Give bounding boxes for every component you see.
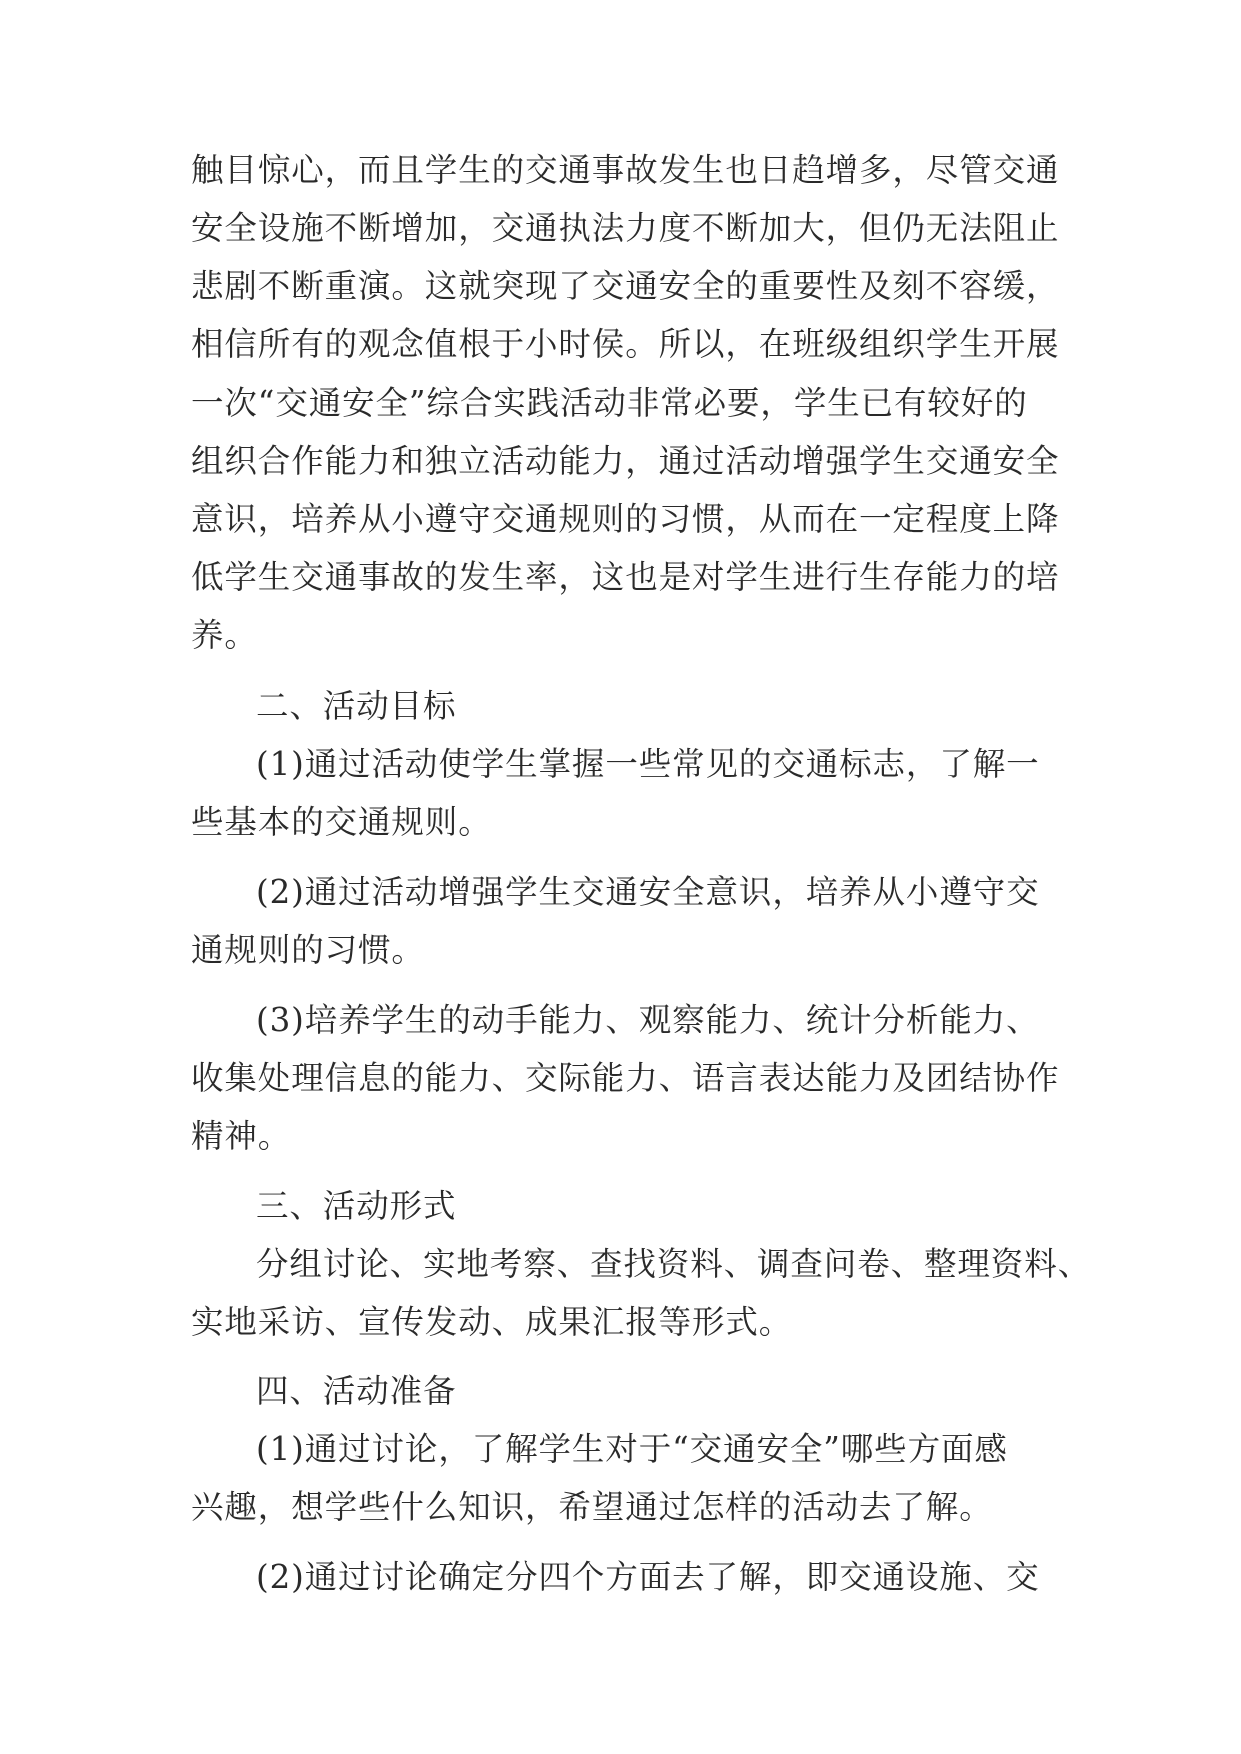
- paragraph-line: (1)通过活动使学生掌握一些常见的交通标志，了解一: [256, 745, 1040, 783]
- paragraph-line: 一次“交通安全”综合实践活动非常必要，学生已有较好的: [191, 384, 1028, 422]
- paragraph-line: 养。: [191, 616, 258, 654]
- paragraph-line: (2)通过讨论确定分四个方面去了解，即交通设施、交: [256, 1558, 1040, 1596]
- paragraph-line: 组织合作能力和独立活动能力，通过活动增强学生交通安全: [191, 442, 1060, 480]
- paragraph-line: 意识，培养从小遵守交通规则的习惯，从而在一定程度上降: [191, 500, 1060, 538]
- paragraph-line: 实地采访、宣传发动、成果汇报等形式。: [191, 1303, 793, 1341]
- paragraph-line: 触目惊心，而且学生的交通事故发生也日趋增多，尽管交通: [191, 151, 1060, 189]
- section-heading: 二、活动目标: [256, 687, 457, 725]
- paragraph-line: 相信所有的观念值根于小时侯。所以，在班级组织学生开展: [191, 325, 1060, 363]
- section-heading: 三、活动形式: [256, 1187, 457, 1225]
- paragraph-line: 安全设施不断增加，交通执法力度不断加大，但仍无法阻止: [191, 209, 1060, 247]
- paragraph-line: (2)通过活动增强学生交通安全意识，培养从小遵守交: [256, 873, 1040, 911]
- paragraph-line: (3)培养学生的动手能力、观察能力、统计分析能力、: [256, 1001, 1040, 1039]
- paragraph-line: 悲剧不断重演。这就突现了交通安全的重要性及刻不容缓，: [191, 267, 1060, 305]
- paragraph-line: 精神。: [191, 1117, 292, 1155]
- paragraph-line: 兴趣，想学些什么知识，希望通过怎样的活动去了解。: [191, 1488, 993, 1526]
- section-heading: 四、活动准备: [256, 1372, 457, 1410]
- paragraph-line: 通规则的习惯。: [191, 931, 425, 969]
- paragraph-line: (1)通过讨论，了解学生对于“交通安全”哪些方面感: [256, 1430, 1008, 1468]
- paragraph-line: 收集处理信息的能力、交际能力、语言表达能力及团结协作: [191, 1059, 1060, 1097]
- paragraph-line: 分组讨论、实地考察、查找资料、调查问卷、整理资料、: [256, 1245, 1092, 1283]
- paragraph-line: 低学生交通事故的发生率，这也是对学生进行生存能力的培: [191, 558, 1060, 596]
- paragraph-line: 些基本的交通规则。: [191, 803, 492, 841]
